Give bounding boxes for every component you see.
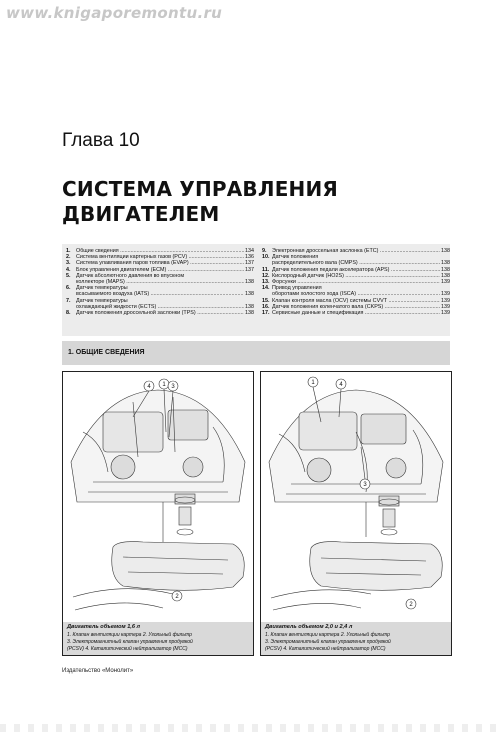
section-header-bar: [62, 341, 450, 365]
toc-item: 17. Сервисные данные и спецификация ..... 139: [262, 310, 450, 316]
toc-item: 16. Датчик положения коленчатого вала (CKPS) ..... 139: [262, 304, 450, 310]
caption-line: 3. Электромагнитный клапан управления продувкой: [67, 639, 193, 645]
toc-item-continuation: коллекторе (MAPS) ..... 138: [66, 279, 254, 285]
toc-item-continuation: всасываемого воздуха (IATS) ..... 138: [66, 291, 254, 297]
toc-item: 1. Общие сведения ..... 134: [66, 248, 254, 254]
caption-line: (PCSV) 4. Каталитический нейтрализатор (MCC): [265, 646, 386, 652]
callout-1: 1: [162, 382, 166, 388]
toc-item-continuation: распределительного вала (CMPS) ..... 138: [262, 260, 450, 266]
title-line-1: СИСТЕМА УПРАВЛЕНИЯ: [62, 177, 339, 201]
toc-item: 8. Датчик положения дроссельной заслонки (TPS) ..... 138: [66, 310, 254, 316]
section-title: 1. ОБЩИЕ СВЕДЕНИЯ: [68, 349, 145, 356]
caption-title: Двигатель объемом 1,6 л: [67, 624, 141, 630]
callout-3: 3: [171, 384, 175, 390]
caption-line: 1. Клапан вентиляции картера 2. Угольный фильтр: [67, 632, 192, 638]
toc-item: 7. Датчик температуры: [66, 297, 128, 304]
engine-bay-illustration: [261, 372, 451, 622]
scan-edge-decoration: [0, 724, 500, 732]
callout-4: 4: [339, 382, 343, 388]
callout-2: 2: [409, 602, 413, 608]
caption-line: 1. Клапан вентиляции картера 2. Угольный фильтр: [265, 632, 390, 638]
callout-3: 3: [363, 482, 367, 488]
toc-item: 4. Блок управления двигателем (ECM) ..... 137: [66, 267, 254, 273]
callout-4: 4: [147, 384, 151, 390]
figure-caption: [261, 622, 451, 655]
toc-item: 3. Система улавливания паров топлива (EVAP) ..... 137: [66, 260, 254, 266]
caption-line: 3. Электромагнитный клапан управления продувкой: [265, 639, 391, 645]
watermark: www.knigaporemontu.ru: [6, 4, 223, 22]
callout-2: 2: [175, 594, 179, 600]
publisher-footer: Издательство «Монолит»: [62, 668, 134, 674]
toc-column-right: [262, 248, 450, 316]
toc-item: 10. Датчик положения: [262, 254, 319, 261]
toc-item: 11. Датчик положения педали акселератора (APS) ..... 138: [262, 267, 450, 273]
toc-item: 14. Привод управления: [262, 285, 322, 292]
page-title: [62, 177, 338, 227]
figure-panel-engine-1-6: [62, 371, 254, 656]
toc-column-left: [66, 248, 254, 316]
toc-item-continuation: оборотами холостого хода (ISCA) ..... 139: [262, 291, 450, 297]
toc-item: 9. Электронная дроссельная заслонка (ETC) ..... 138: [262, 248, 450, 254]
caption-line: (PCSV) 4. Каталитический нейтрализатор (MCC): [67, 646, 188, 652]
toc-item: 6. Датчик температуры: [66, 285, 128, 292]
callout-1: 1: [311, 380, 315, 386]
figure-panel-engine-2-0-2-4: [260, 371, 452, 656]
caption-title: Двигатель объемом 2,0 и 2,4 л: [265, 624, 353, 630]
toc-item: 5. Датчик абсолютного давления во впускном: [66, 272, 185, 279]
figure-caption: [63, 622, 253, 655]
toc-item: 2. Система вентиляции картерных газов (PCV) ..... 136: [66, 254, 254, 260]
table-of-contents: [62, 244, 450, 336]
toc-item: 12. Кислородный датчик (HO2S) ..... 138: [262, 273, 450, 279]
engine-bay-illustration: [63, 372, 253, 622]
chapter-heading: Глава 10: [62, 130, 140, 151]
toc-item-continuation: охлаждающей жидкости (ECTS) ..... 138: [66, 304, 254, 310]
toc-item: 15. Клапан контроля масла (OCV) системы CVVT ..... 139: [262, 298, 450, 304]
toc-item: 13. Форсунки ..... 139: [262, 279, 450, 285]
title-line-2: ДВИГАТЕЛЕМ: [62, 202, 220, 226]
